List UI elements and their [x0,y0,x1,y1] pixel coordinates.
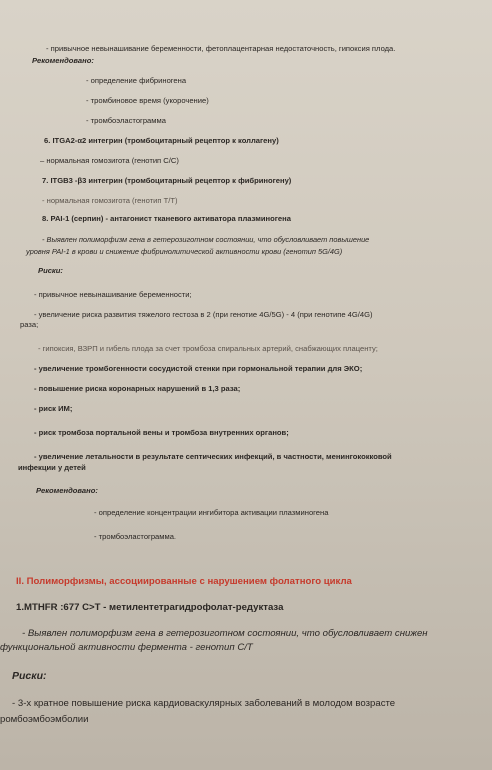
risk-item: - гипоксия, ВЗРП и гибель плода за счет тромбоза спиральных артерий, снабжающих плаценту; [38,344,378,353]
finding-text: функциональной активности фермента - генотип C/T [0,642,253,653]
risk-item-continued: инфекции у детей [18,463,86,472]
gene-heading-itga2: 6. ITGA2-α2 интегрин (тромбоцитарный рецептор к коллагену) [44,136,279,145]
finding-text: - Выявлен полиморфизм гена в гетерозиготном состоянии, что обусловливает снижен [22,628,428,639]
gene-heading-pai1: 8. PAI-1 (серпин) - антагонист тканевого активатора плазминогена [42,214,291,223]
risk-item-continued: ромбоэмбоэмболии [0,714,89,725]
section-title-folate-cycle: II. Полиморфизмы, ассоциированные с нарушением фолатного цикла [16,576,352,587]
finding-text: - Выявлен полиморфизм гена в гетерозиготном состоянии, что обусловливает повышение [42,235,370,244]
list-item: - тромбиновое время (укорочение) [86,96,209,105]
risk-item-continued: раза; [20,320,39,329]
risk-item: - привычное невынашивание беременности; [34,290,192,299]
risk-item: - 3-х кратное повышение риска кардиоваскулярных заболеваний в молодом возрасте [12,698,396,709]
finding-text: уровня PAI-1 в крови и снижение фибринолитической активности крови (генотип 5G/4G) [26,247,343,256]
risk-item: - увеличение риска развития тяжелого гестоза в 2 (при генотие 4G/5G) - 4 (при генотипе 4G/4G) [34,310,373,319]
risk-item: - увеличение тромбогенности сосудистой стенки при гормональной терапии для ЭКО; [34,364,363,373]
gene-heading-itgb3: 7. ITGB3 -β3 интегрин (тромбоцитарный рецептор к фибриногену) [42,176,292,185]
list-item: - тромбоэластограмма [86,116,166,125]
risk-item: - повышение риска коронарных нарушений в 1,3 раза; [34,384,241,393]
genotype-line: - нормальная гомозигота (генотип T/T) [42,196,178,205]
list-item: - определение фибриногена [86,76,187,85]
text-line: - привычное невынашивание беременности, фетоплацентарная недостаточность, гипоксия плода. [46,44,396,53]
section-heading-risks: Риски: [38,266,63,275]
section-heading-recommended: Рекомендовано: [32,56,94,65]
gene-heading-mthfr: 1.MTHFR :677 C>T - метилентетрагидрофолат-редуктаза [16,602,284,613]
list-item: - определение концентрации ингибитора активации плазминогена [94,508,329,517]
genotype-line: – нормальная гомозигота (генотип C/C) [40,156,179,165]
risk-item: - увеличение летальности в результате септических инфекций, в частности, менингококковой [34,452,392,461]
risk-item: - риск тромбоза портальной вены и тромбоза внутренних органов; [34,428,289,437]
risk-item: - риск ИМ; [34,404,73,413]
list-item: - тромбоэластограмма. [94,532,177,541]
section-heading-recommended: Рекомендовано: [36,486,98,495]
section-heading-risks: Риски: [12,670,47,682]
